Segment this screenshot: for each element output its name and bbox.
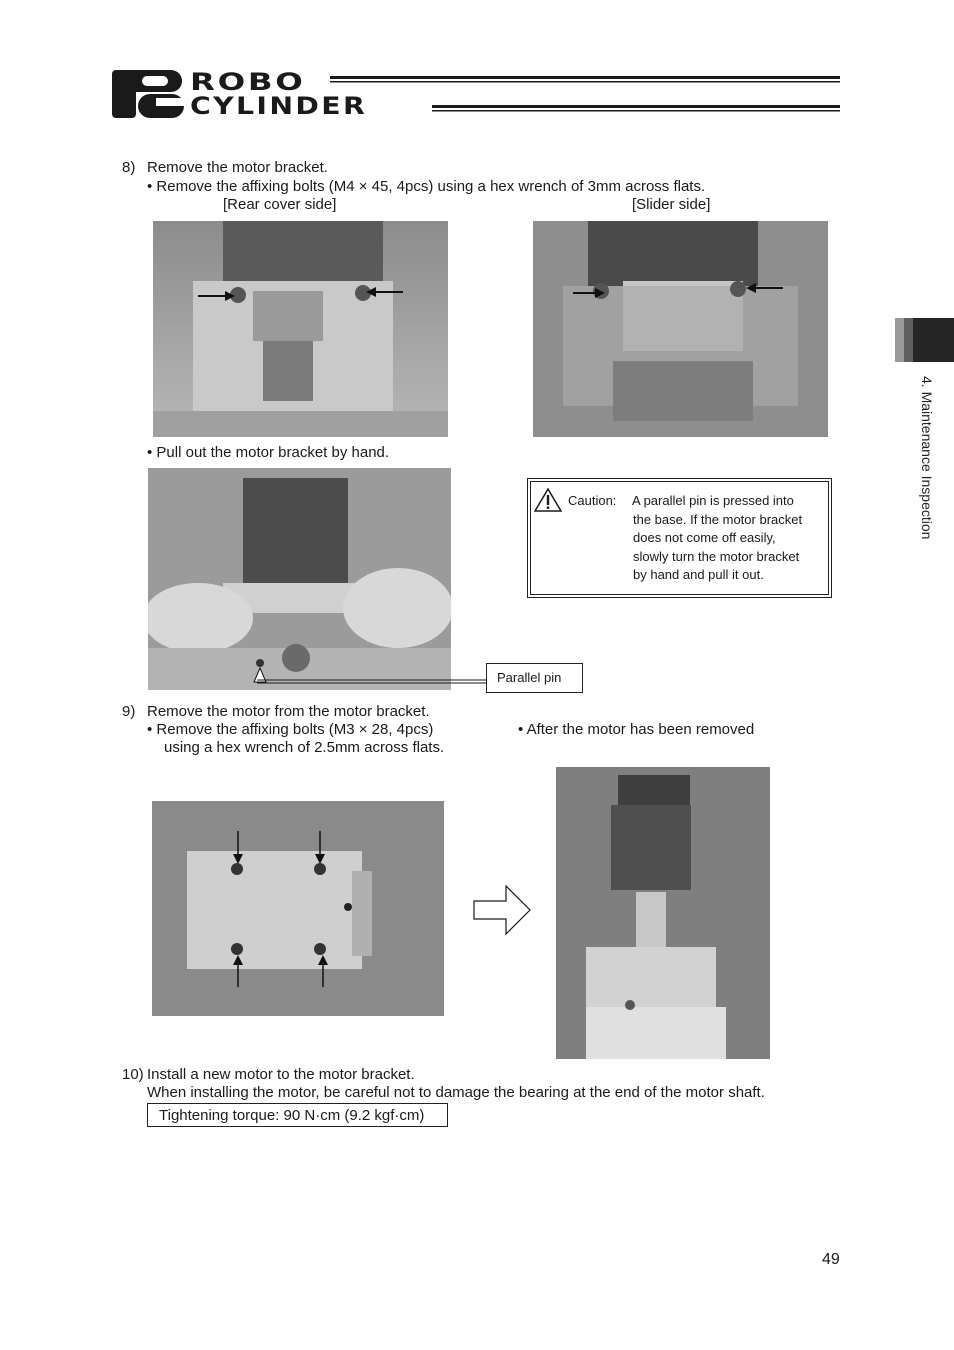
parallel-pin-leader-line <box>255 676 490 684</box>
header-logo <box>112 68 842 120</box>
photo-pull-bracket <box>148 468 451 690</box>
parallel-pin-label: Parallel pin <box>486 663 583 693</box>
tightening-torque-box: Tightening torque: 90 N·cm (9.2 kgf·cm) <box>147 1103 448 1127</box>
caution-line-3: does not come off easily, <box>633 530 776 545</box>
warning-triangle-icon <box>534 488 562 512</box>
caution-line-5: by hand and pull it out. <box>633 567 764 582</box>
step8-title: Remove the motor bracket. <box>147 159 328 176</box>
caution-label: Caution: <box>568 493 617 508</box>
step10-number: 10) <box>122 1066 144 1083</box>
step10-note: When installing the motor, be careful not to damage the bearing at the end of the motor shaft. <box>147 1084 765 1101</box>
step9-bullet1-line1: • Remove the affixing bolts (M3 × 28, 4pcs) <box>147 721 434 738</box>
label-slider-side: [Slider side] <box>632 196 711 213</box>
photo-slider-side <box>533 221 828 437</box>
caution-line-4: slowly turn the motor bracket <box>633 549 800 564</box>
right-arrow-icon <box>472 884 532 936</box>
step9-bullet1-line2: using a hex wrench of 2.5mm across flats. <box>164 739 445 756</box>
caution-box <box>527 478 832 598</box>
side-tab <box>895 318 954 362</box>
step9-bullet2: • After the motor has been removed <box>518 721 755 738</box>
caution-line-2: the base. If the motor bracket <box>633 512 803 527</box>
label-rear-cover-side: [Rear cover side] <box>223 196 337 213</box>
page-number: 49 <box>822 1251 840 1268</box>
step8-bullet2: • Pull out the motor bracket by hand. <box>147 444 390 461</box>
step9-title: Remove the motor from the motor bracket. <box>147 703 430 720</box>
photo-motor-bracket-bolts <box>152 801 444 1016</box>
step8-number: 8) <box>122 159 136 176</box>
caution-line-1: A parallel pin is pressed into <box>632 493 794 508</box>
step8-bullet1: • Remove the affixing bolts (M4 × 45, 4pcs) using a hex wrench of 3mm across flats. <box>147 178 706 195</box>
photo-motor-removed <box>556 767 770 1059</box>
photo-rear-cover-side <box>153 221 448 437</box>
logo-text-cylinder: CYLINDER <box>190 92 368 120</box>
step9-number: 9) <box>122 703 136 720</box>
step10-title: Install a new motor to the motor bracket. <box>147 1066 415 1083</box>
logo-text-robo: ROBO <box>190 68 306 96</box>
side-tab-label: 4. Maintenance Inspection <box>919 376 935 540</box>
